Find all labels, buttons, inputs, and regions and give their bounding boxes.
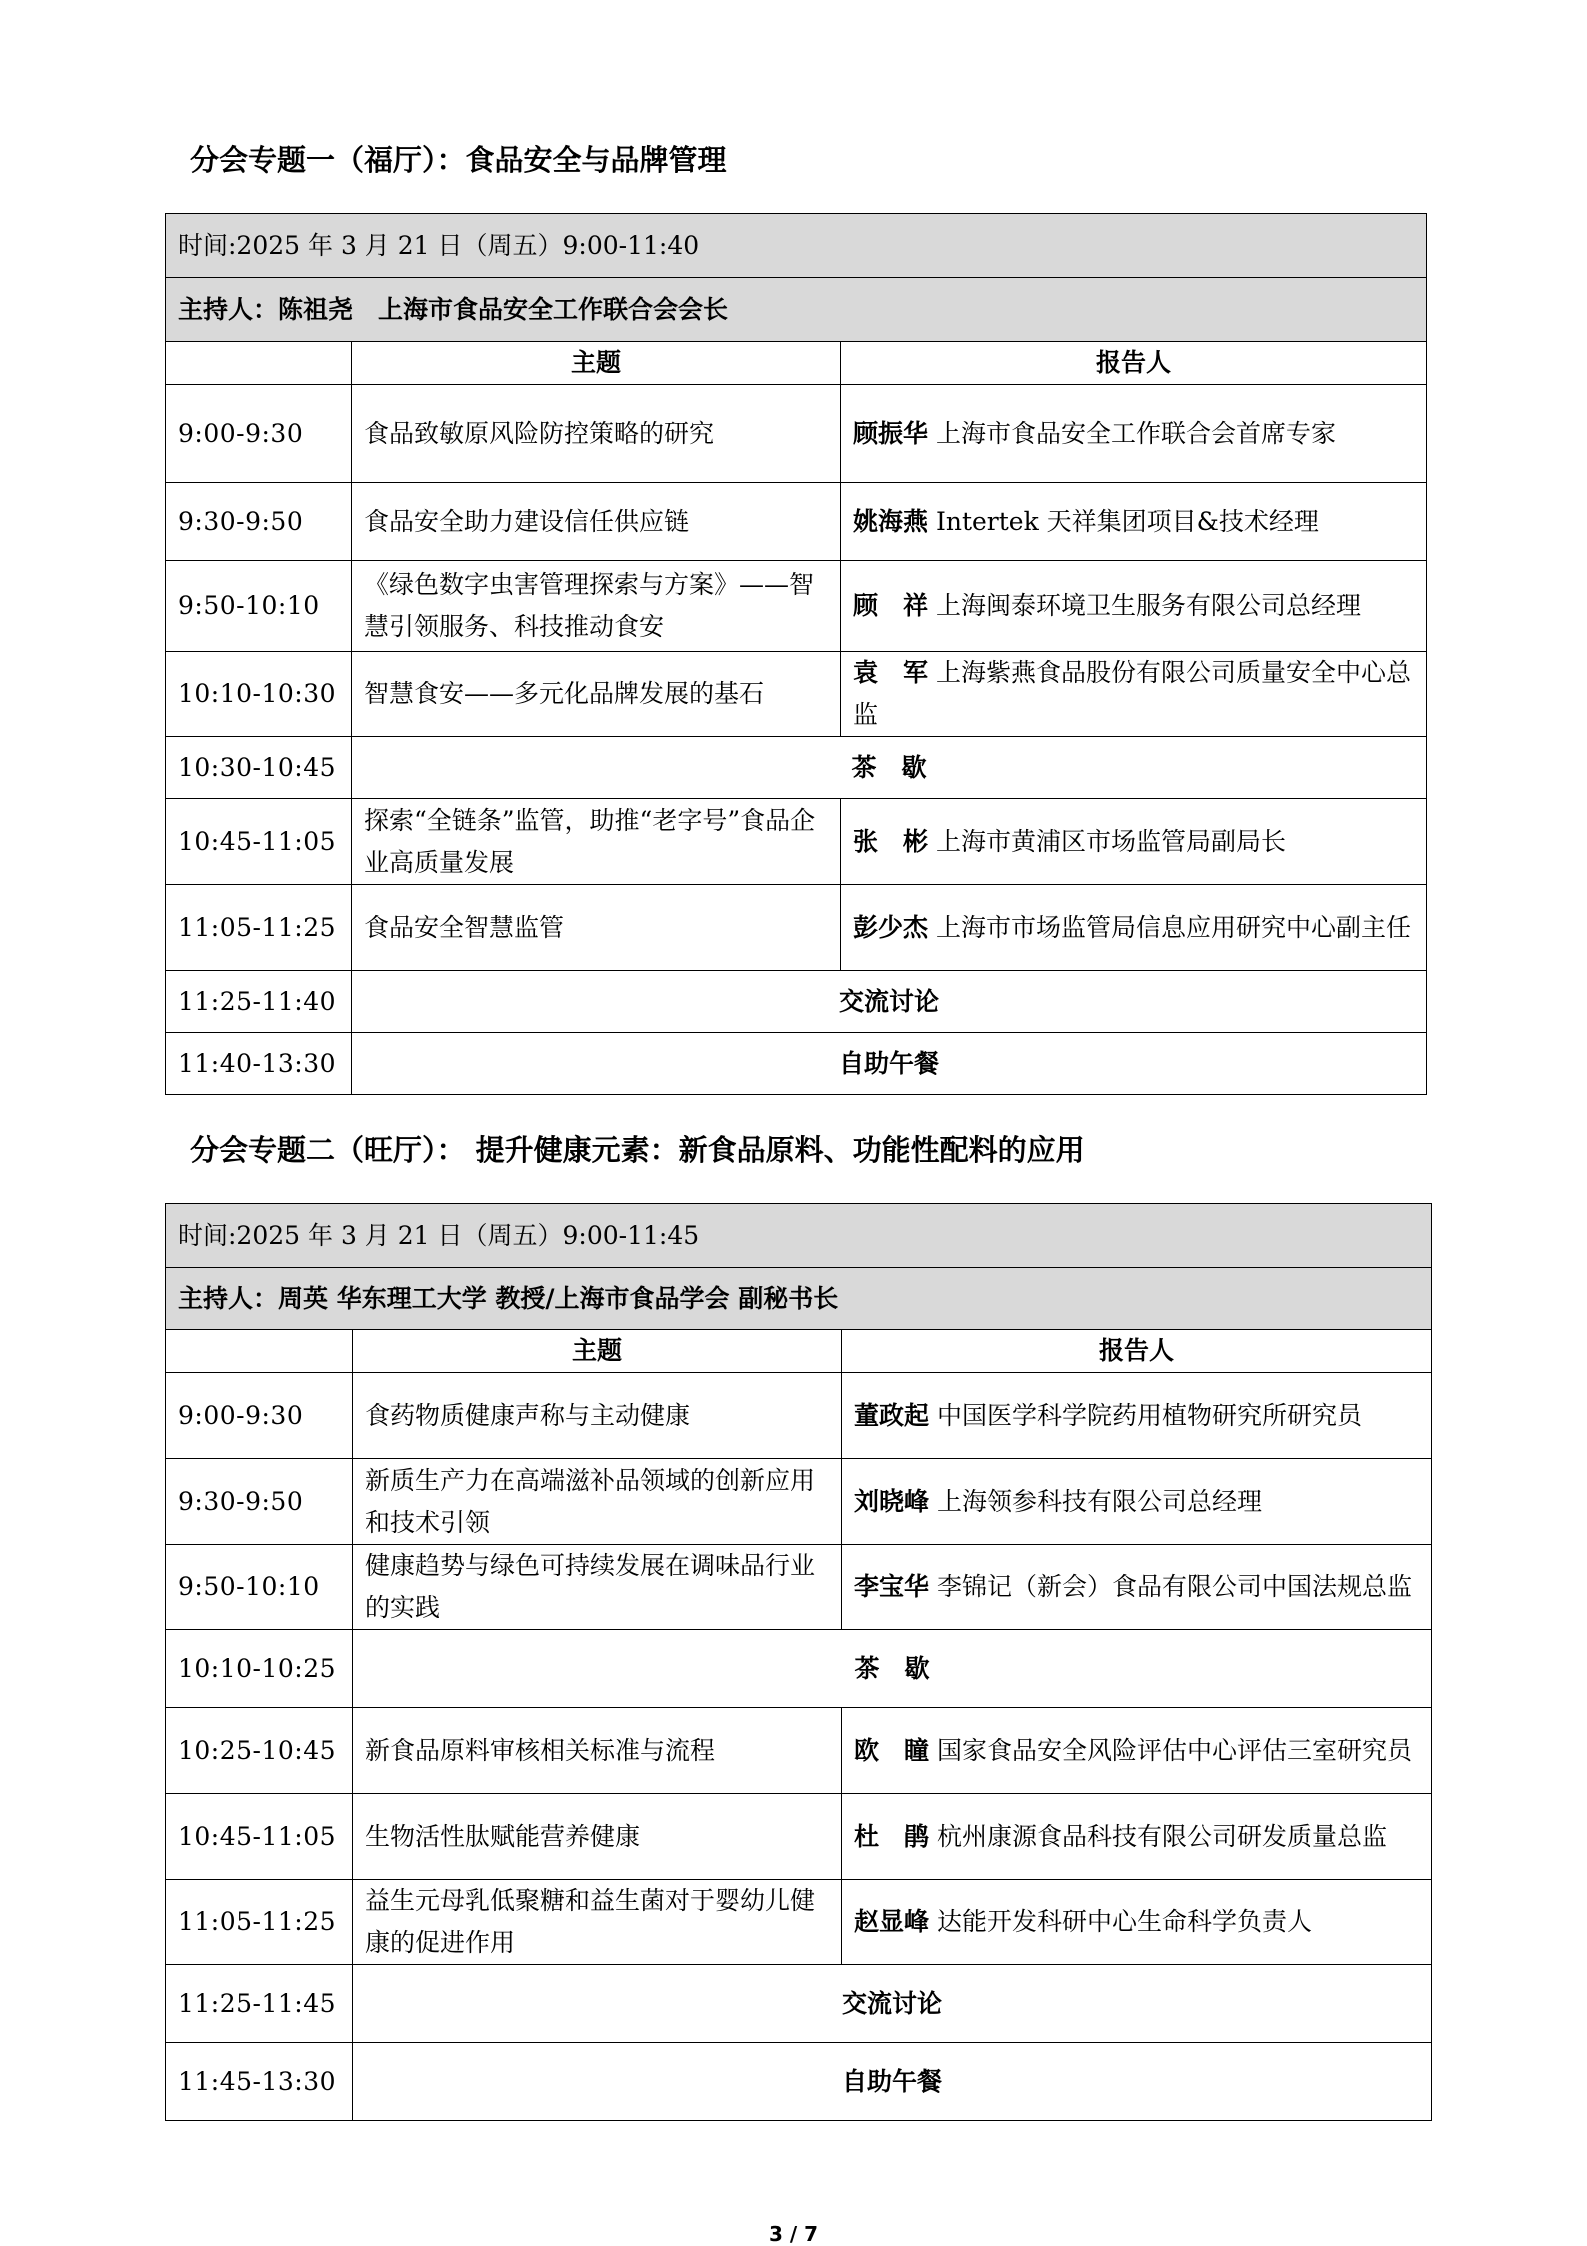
- row-speaker: [842, 1459, 1432, 1545]
- header-topic: 主题: [353, 1330, 842, 1373]
- row-time: 9:50-10:10: [166, 561, 352, 652]
- row-speaker: [841, 799, 1427, 885]
- speaker-affiliation: 上海领参科技有限公司总经理: [929, 1486, 1262, 1516]
- speaker-name: 袁 军: [853, 658, 929, 687]
- discussion: 交流讨论: [353, 1965, 1432, 2043]
- row-time: 11:40-13:30: [166, 1033, 352, 1095]
- row-topic: 《绿色数字虫害管理探索与方案》——智慧引领服务、科技推动食安: [352, 561, 841, 652]
- session1-host: 主持人：陈祖尧 上海市食品安全工作联合会会长: [166, 278, 1427, 342]
- table-row: [166, 1794, 1432, 1880]
- session2-host: 主持人：周英 华东理工大学 教授/上海市食品学会 副秘书长: [166, 1268, 1432, 1330]
- table-row: [166, 1459, 1432, 1545]
- header-time: [166, 1330, 353, 1373]
- row-speaker: [841, 385, 1427, 483]
- table-row: [166, 1545, 1432, 1630]
- speaker-affiliation: 国家食品安全风险评估中心评估三室研究员: [929, 1735, 1412, 1765]
- table-row: [166, 1965, 1432, 2043]
- row-time: 11:05-11:25: [166, 1880, 353, 1965]
- session2-table: [165, 1203, 1432, 2121]
- row-time: 10:10-10:25: [166, 1630, 353, 1708]
- speaker-name: 赵显峰: [854, 1907, 930, 1936]
- table-row: [166, 799, 1427, 885]
- speaker-affiliation: 中国医学科学院药用植物研究所研究员: [929, 1400, 1362, 1430]
- row-time: 9:00-9:30: [166, 1373, 353, 1459]
- speaker-affiliation: 上海市黄浦区市场监管局副局长: [928, 826, 1286, 856]
- row-topic: 益生元母乳低聚糖和益生菌对于婴幼儿健康的促进作用: [353, 1880, 842, 1965]
- row-time: 11:25-11:40: [166, 971, 352, 1033]
- table-row: [166, 1373, 1432, 1459]
- table-row: [166, 971, 1427, 1033]
- session1-title: 分会专题一（福厅）：食品安全与品牌管理: [190, 143, 727, 177]
- table-row: [166, 483, 1427, 561]
- row-topic: 新食品原料审核相关标准与流程: [353, 1708, 842, 1794]
- speaker-name: 张 彬: [853, 826, 929, 856]
- row-speaker: [842, 1545, 1432, 1630]
- speaker-affiliation: 上海市食品安全工作联合会首席专家: [928, 418, 1336, 448]
- row-speaker: [842, 1373, 1432, 1459]
- row-speaker: [842, 1794, 1432, 1880]
- row-topic: 食品致敏原风险防控策略的研究: [352, 385, 841, 483]
- row-topic: 新质生产力在高端滋补品领域的创新应用和技术引领: [353, 1459, 842, 1545]
- header-speaker: 报告人: [841, 342, 1427, 385]
- speaker-name: 董政起: [854, 1400, 930, 1430]
- speaker-affiliation: 李锦记（新会）食品有限公司中国法规总监: [929, 1572, 1412, 1601]
- speaker-affiliation: 上海紫燕食品股份有限公司质量安全中心总监: [853, 658, 1411, 729]
- row-time: 10:30-10:45: [166, 737, 352, 799]
- row-topic: 食品安全助力建设信任供应链: [352, 483, 841, 561]
- speaker-name: 姚海燕: [853, 506, 929, 536]
- speaker-affiliation: 上海闽泰环境卫生服务有限公司总经理: [928, 591, 1361, 620]
- table-row: [166, 2043, 1432, 2121]
- row-topic: 食品安全智慧监管: [352, 885, 841, 971]
- discussion: 交流讨论: [352, 971, 1427, 1033]
- row-speaker: [841, 561, 1427, 652]
- table-row: [166, 561, 1427, 652]
- speaker-name: 彭少杰: [853, 912, 929, 942]
- table-row: [166, 1033, 1427, 1095]
- row-topic: 生物活性肽赋能营养健康: [353, 1794, 842, 1880]
- session1-time: 时间:2025 年 3 月 21 日（周五）9:00-11:40: [166, 214, 1427, 278]
- table-row: [166, 737, 1427, 799]
- table-row: [166, 1880, 1432, 1965]
- header-topic: 主题: [352, 342, 841, 385]
- speaker-name: 顾 祥: [853, 591, 929, 620]
- row-time: 10:45-11:05: [166, 799, 352, 885]
- row-topic: 健康趋势与绿色可持续发展在调味品行业的实践: [353, 1545, 842, 1630]
- row-topic: 智慧食安——多元化品牌发展的基石: [352, 652, 841, 737]
- row-time: 10:25-10:45: [166, 1708, 353, 1794]
- row-time: 9:30-9:50: [166, 1459, 353, 1545]
- session2-title: 分会专题二（旺厅）： 提升健康元素：新食品原料、功能性配料的应用: [190, 1133, 1085, 1167]
- session1-table: [165, 213, 1427, 1095]
- row-time: 10:10-10:30: [166, 652, 352, 737]
- tea-break: 茶 歇: [352, 737, 1427, 799]
- lunch: 自助午餐: [352, 1033, 1427, 1095]
- row-time: 10:45-11:05: [166, 1794, 353, 1880]
- table-row: [166, 385, 1427, 483]
- header-speaker: 报告人: [842, 1330, 1432, 1373]
- row-speaker: [841, 885, 1427, 971]
- speaker-name: 刘晓峰: [854, 1486, 930, 1516]
- session2-time: 时间:2025 年 3 月 21 日（周五）9:00-11:45: [166, 1204, 1432, 1268]
- row-speaker: [842, 1880, 1432, 1965]
- row-time: 11:25-11:45: [166, 1965, 353, 2043]
- page-number: 3 / 7: [768, 2222, 819, 2246]
- tea-break: 茶 歇: [353, 1630, 1432, 1708]
- row-topic: 探索“全链条”监管，助推“老字号”食品企业高质量发展: [352, 799, 841, 885]
- row-speaker: [841, 483, 1427, 561]
- header-time: [166, 342, 352, 385]
- table-row: [166, 1708, 1432, 1794]
- row-time: 9:50-10:10: [166, 1545, 353, 1630]
- row-topic: 食药物质健康声称与主动健康: [353, 1373, 842, 1459]
- speaker-name: 顾振华: [853, 418, 929, 448]
- row-time: 9:30-9:50: [166, 483, 352, 561]
- row-time: 9:00-9:30: [166, 385, 352, 483]
- lunch: 自助午餐: [353, 2043, 1432, 2121]
- table-row: [166, 1630, 1432, 1708]
- row-time: 11:05-11:25: [166, 885, 352, 971]
- speaker-name: 李宝华: [854, 1572, 930, 1601]
- table-row: [166, 885, 1427, 971]
- row-time: 11:45-13:30: [166, 2043, 353, 2121]
- speaker-name: 欧 瞳: [854, 1735, 930, 1765]
- speaker-name: 杜 鹃: [854, 1821, 930, 1851]
- table-row: [166, 652, 1427, 737]
- row-speaker: [842, 1708, 1432, 1794]
- speaker-affiliation: 达能开发科研中心生命科学负责人: [929, 1907, 1312, 1936]
- speaker-affiliation: 上海市市场监管局信息应用研究中心副主任: [928, 912, 1411, 942]
- speaker-affiliation: 杭州康源食品科技有限公司研发质量总监: [929, 1821, 1387, 1851]
- row-speaker: [841, 652, 1427, 737]
- speaker-affiliation: Intertek 天祥集团项目&技术经理: [928, 506, 1319, 536]
